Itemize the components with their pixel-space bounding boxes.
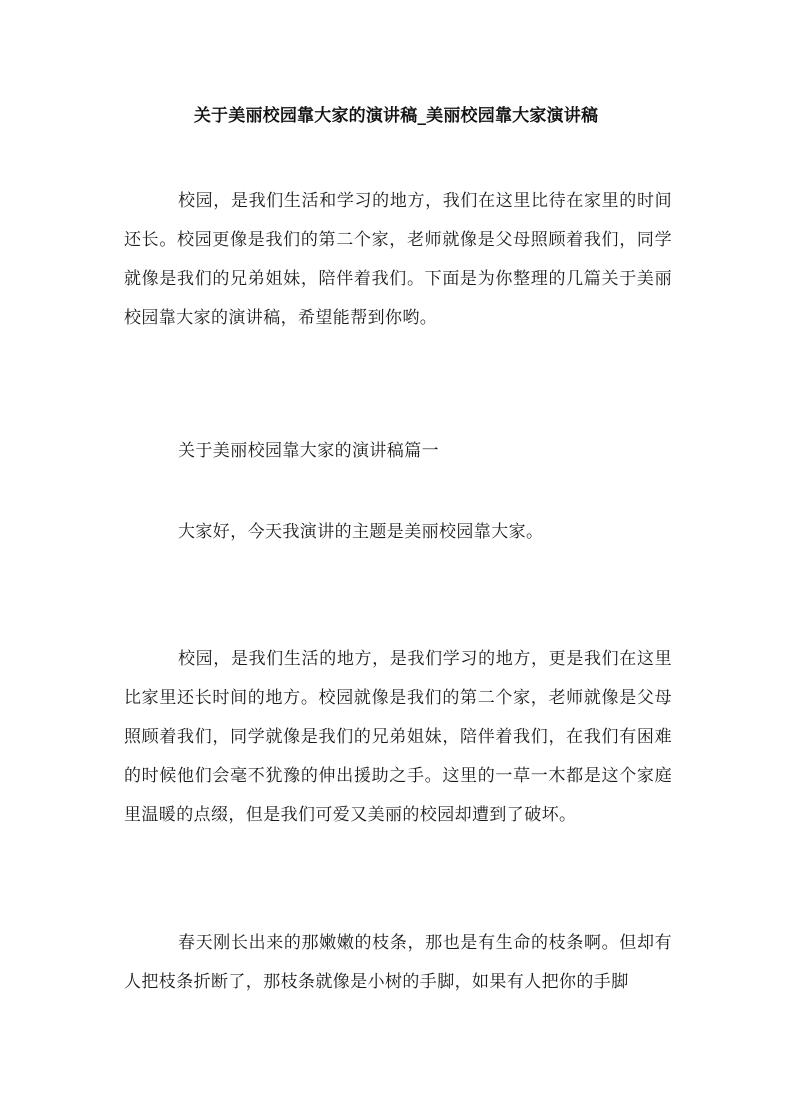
greeting-paragraph: 大家好，今天我演讲的主题是美丽校园靠大家。 [178,522,544,542]
document-title: 关于美丽校园靠大家的演讲稿_美丽校园靠大家演讲稿 [193,106,599,126]
body-paragraph-1: 校园，是我们生活的地方，是我们学习的地方，更是我们在这里比家里还长时间的地方。校园就像是我们的第二个家，老师就像是父母照顾着我们，同学就像是我们的兄弟姐妹，陪伴着我们，在我们有困难的时候他们会毫不犹豫的伸出援助之手。这里的一草一木都是这个家庭里温暖的点缀，但是我们可爱又美丽的校园却遭到了破坏。 [124,649,672,825]
section-heading: 关于美丽校园靠大家的演讲稿篇一 [178,441,439,461]
intro-paragraph: 校园，是我们生活和学习的地方，我们在这里比待在家里的时间还长。校园更像是我们的第二个家，老师就像是父母照顾着我们，同学就像是我们的兄弟姐妹，陪伴着我们。下面是为你整理的几篇关于美丽校园靠大家的演讲稿，希望能帮到你哟。 [124,191,672,328]
body-paragraph-2: 春天刚长出来的那嫩嫩的枝条，那也是有生命的枝条啊。但却有人把枝条折断了，那枝条就像是小树的手脚，如果有人把你的手脚 [124,933,672,992]
